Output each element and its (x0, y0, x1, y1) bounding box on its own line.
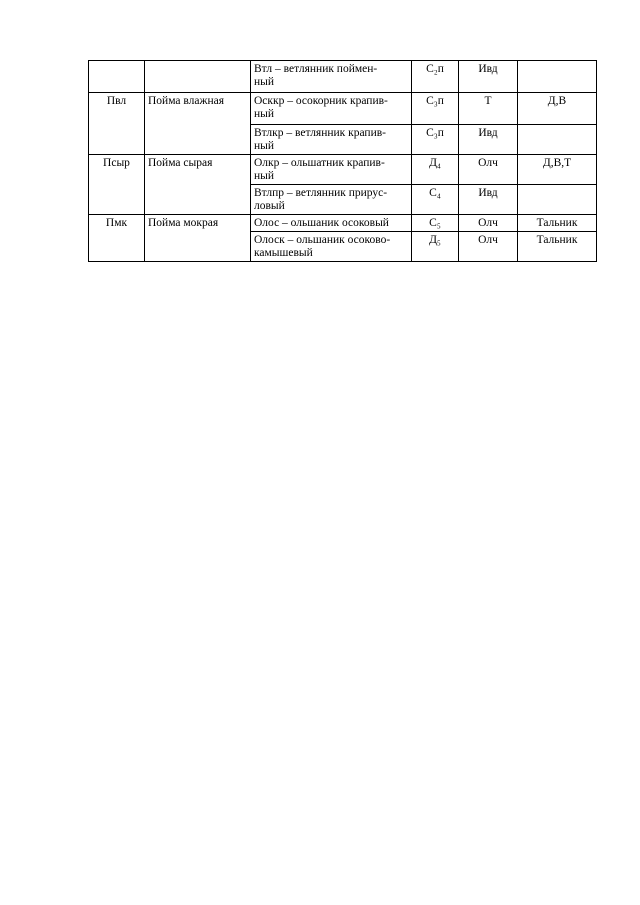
habitat-code-cell (89, 185, 145, 215)
species-cell: Олч (459, 155, 518, 185)
extra-cell: Тальник (518, 232, 597, 262)
habitat-code-cell (89, 232, 145, 262)
association-text: Втлпр – ветлянник прирус- (254, 187, 388, 199)
association-text-cont: ный (254, 140, 275, 152)
habitat-code-cell (89, 61, 145, 93)
species-cell: Ивд (459, 125, 518, 155)
association-text: Олоск – ольшаник осоково- (254, 234, 391, 246)
species-cell: Ивд (459, 185, 518, 215)
species-cell: Олч (459, 215, 518, 232)
habitat-name-cell (145, 185, 251, 215)
vegetation-table (88, 60, 597, 262)
association-text: Втл – ветлянник поймен- (254, 63, 378, 75)
habitat-code-cell: Пвл (89, 93, 145, 125)
trophotope-cell: Д₄ (412, 155, 459, 185)
table-row (89, 125, 597, 155)
association-cell (251, 125, 412, 155)
extra-cell (518, 185, 597, 215)
trophotope-cell: С₄ (412, 185, 459, 215)
habitat-name-cell (145, 61, 251, 93)
association-text-cont: ный (254, 76, 275, 88)
species-cell: Ивд (459, 61, 518, 93)
habitat-code-cell (89, 125, 145, 155)
association-cell (251, 155, 412, 185)
table-row (89, 93, 597, 125)
association-text-cont: камышевый (254, 247, 313, 259)
habitat-code-cell: Псыр (89, 155, 145, 185)
species-cell: Олч (459, 232, 518, 262)
extra-cell: Д,В (518, 93, 597, 125)
trophotope-cell: С₃п (412, 125, 459, 155)
habitat-code-cell: Пмк (89, 215, 145, 232)
table-row (89, 215, 597, 232)
extra-cell: Д,В,Т (518, 155, 597, 185)
association-text: Олкр – ольшатник крапив- (254, 157, 385, 169)
trophotope-cell: С₂п (412, 61, 459, 93)
table-row (89, 61, 597, 93)
trophotope-cell: Д₅ (412, 232, 459, 262)
table-row (89, 155, 597, 185)
table-row (89, 232, 597, 262)
habitat-name-cell: Пойма мокрая (145, 215, 251, 232)
habitat-name-cell (145, 125, 251, 155)
habitat-name-cell: Пойма сырая (145, 155, 251, 185)
habitat-name-cell (145, 232, 251, 262)
species-cell: Т (459, 93, 518, 125)
association-cell (251, 93, 412, 125)
table-row (89, 185, 597, 215)
association-cell (251, 232, 412, 262)
association-text-cont: ный (254, 108, 275, 120)
trophotope-cell: С₅ (412, 215, 459, 232)
extra-cell (518, 125, 597, 155)
association-text: Олос – ольшаник осоковый (254, 217, 389, 229)
association-cell (251, 215, 412, 232)
extra-cell (518, 61, 597, 93)
association-text: Втлкр – ветлянник крапив- (254, 127, 387, 139)
association-text-cont: ный (254, 170, 275, 182)
association-cell (251, 185, 412, 215)
association-text-cont: ловый (254, 200, 285, 212)
trophotope-cell: С₃п (412, 93, 459, 125)
association-text: Осккр – осокорник крапив- (254, 95, 388, 107)
habitat-name-cell: Пойма влажная (145, 93, 251, 125)
association-cell (251, 61, 412, 93)
extra-cell: Тальник (518, 215, 597, 232)
